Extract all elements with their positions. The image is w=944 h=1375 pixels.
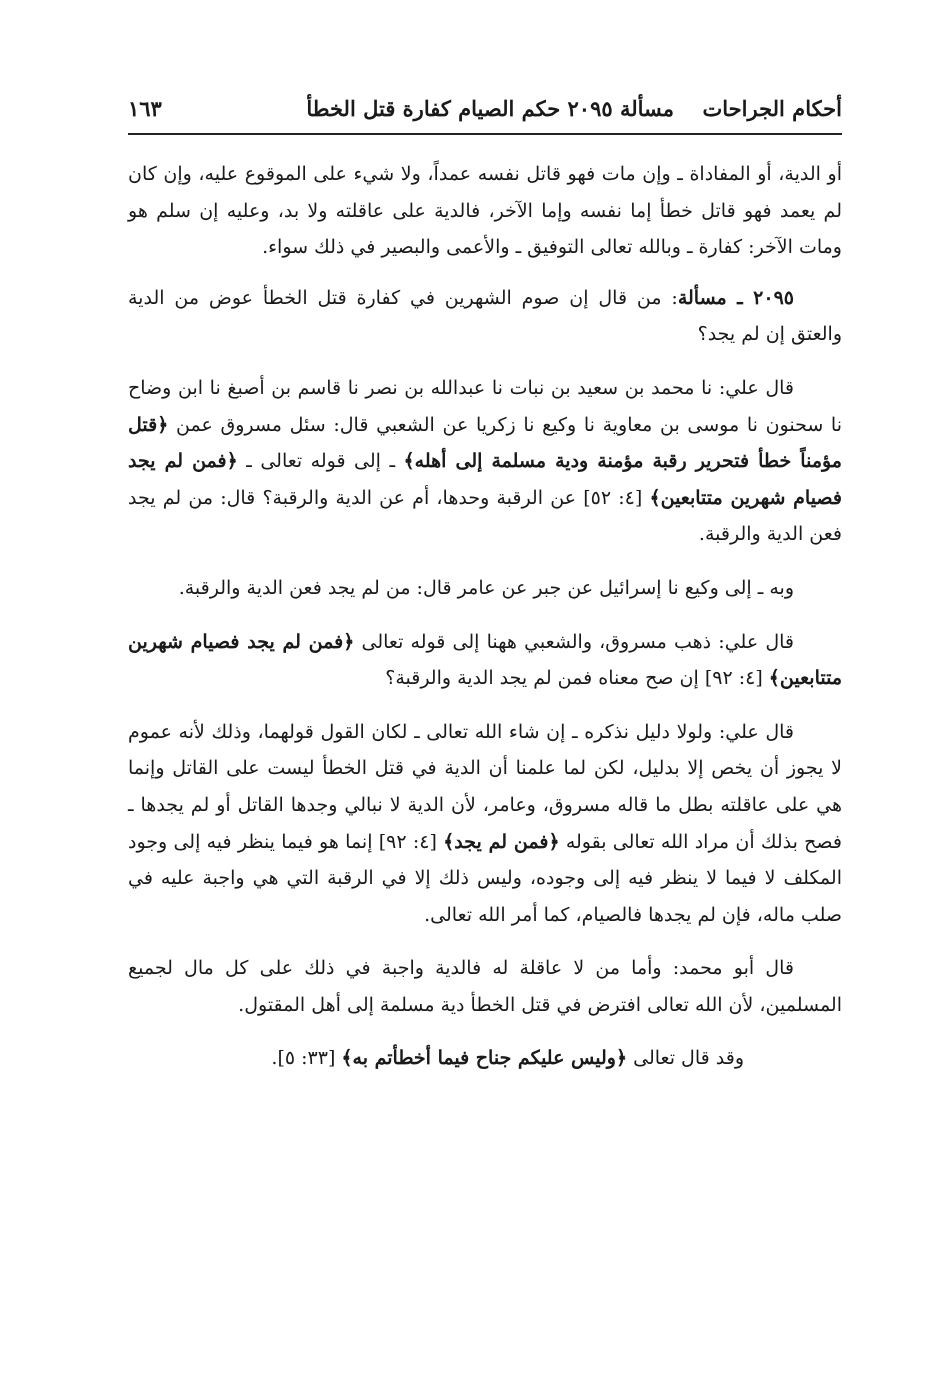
text-segment: [٣٣: ٥]. xyxy=(271,1047,342,1070)
quran-quote: ﴿فمن لم يجد فصيام شهرين متتابعين﴾ xyxy=(128,630,842,690)
quran-quote: ﴿قتل مؤمناً خطأ فتحرير رقبة مؤمنة ودية مسلمة إلى أهله﴾ xyxy=(128,413,842,473)
quran-quote: ﴿فمن لم يجد﴾ xyxy=(443,830,560,853)
text-segment: [٤: ٩٢] إنما هو فيما ينظر فيه إلى وجود المكلف لا فيما لا ينظر فيه إلى وجوده، وليس ذلك إلا في الرقبة التي هي واجبة عليه في صلب ماله، فإن لم يجدها فالصيام، كما أمر الله تعالى. xyxy=(128,830,842,926)
paragraph-5 xyxy=(128,624,842,697)
paragraph-7 xyxy=(128,950,842,1023)
text-segment: وبه ـ إلى وكيع نا إسرائيل عن جبر عن عامر قال: من لم يجد فعن الدية والرقبة. xyxy=(178,576,794,599)
text-segment: أو الدية، أو المفاداة ـ وإن مات فهو قاتل نفسه عمداً، ولا شيء على الموقوع عليه، وإن كان لم يعمد فهو قاتل خطأ إما نفسه وإما الآخر، فالدية على عاقلته ولا بد، وعليه إن سلم هو ومات الآخر: كفارة ـ وبالله تعالى التوفيق ـ والأعمى والبصير في ذلك سواء. xyxy=(128,163,842,259)
page-number: ١٦٣ xyxy=(128,96,162,121)
text-segment: قال علي: ولولا دليل نذكره ـ إن شاء الله تعالى ـ لكان القول قولهما، وذلك لأنه عموم لا يجوز أن يخص إلا بدليل، لكن لما علمنا أن الدية في قتل الخطأ ليست على القاتل وإنما هي على عاقلته بطل ما قاله مسروق، وعامر، لأن الدية لا نبالي وجدها القاتل أو لم يجدها ـ فصح بذلك أن مراد الله تعالى بقوله xyxy=(128,720,842,853)
paragraph-8 xyxy=(128,1040,842,1077)
section-title: مسألة ٢٠٩٥ حكم الصيام كفارة قتل الخطأ xyxy=(306,96,674,121)
quran-quote: ﴿وليس عليكم جناح فيما أخطأتم به﴾ xyxy=(341,1047,628,1070)
text-segment: [٤: ٥٢] عن الرقبة وحدها، أم عن الدية والرقبة؟ قال: من لم يجد فعن الدية والرقبة. xyxy=(128,486,842,546)
book-title: أحكام الجراحات xyxy=(702,96,842,121)
quran-quote: ﴿فمن لم يجد فصيام شهرين متتابعين﴾ xyxy=(128,450,842,509)
page-body xyxy=(128,156,842,1077)
text-segment: وقد قال تعالى xyxy=(627,1047,744,1070)
text-segment: قال علي: ذهب مسروق، والشعبي ههنا إلى قوله تعالى xyxy=(354,630,794,653)
issue-heading: ٢٠٩٥ ـ مسألة xyxy=(677,286,794,309)
paragraph-2 xyxy=(128,280,842,353)
running-header xyxy=(128,96,842,130)
paragraph-4 xyxy=(128,570,842,607)
text-segment: ـ إلى قوله تعالى ـ xyxy=(237,450,404,473)
header-divider xyxy=(128,133,842,135)
text-segment: [٤: ٩٢] إن صح معناه فمن لم يجد الدية والرقبة؟ xyxy=(385,667,769,690)
paragraph-1 xyxy=(128,156,842,266)
text-segment: : من قال إن صوم الشهرين في كفارة قتل الخطأ عوض من الدية والعتق إن لم يجد؟ xyxy=(128,286,842,346)
text-segment: قال أبو محمد: وأما من لا عاقلة له فالدية واجبة في ذلك على كل مال لجميع المسلمين، لأن الله تعالى افترض في قتل الخطأ دية مسلمة إلى أهل المقتول. xyxy=(128,957,842,1016)
text-segment: قال علي: نا محمد بن سعيد بن نبات نا عبدالله بن نصر نا قاسم بن أصبغ نا ابن وضاح نا سحنون نا موسى بن معاوية نا وكيع نا زكريا عن الشعبي قال: سئل مسروق عمن xyxy=(128,376,842,436)
paragraph-3 xyxy=(128,370,842,553)
paragraph-6 xyxy=(128,714,842,934)
